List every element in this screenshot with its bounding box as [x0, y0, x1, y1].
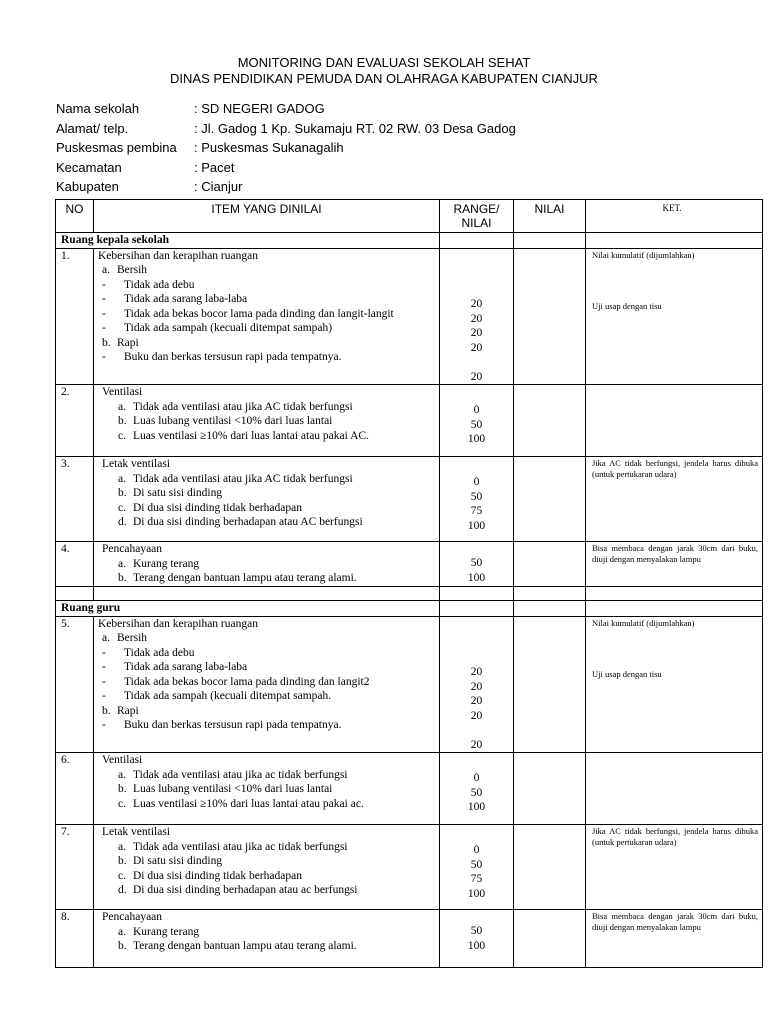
item-line — [98, 925, 439, 940]
empty-cell — [440, 587, 514, 601]
item-line — [98, 400, 439, 415]
item-line — [98, 646, 439, 661]
item-line — [98, 263, 439, 278]
item-title: Letak ventilasi — [102, 826, 171, 838]
item-line — [98, 939, 439, 954]
nilai-cell — [514, 753, 586, 825]
info-label: Nama sekolah — [56, 101, 140, 116]
item-marker: - — [102, 322, 106, 334]
item-text: Tidak ada sampah (kecuali ditempat sampah. — [124, 690, 332, 702]
item-line — [98, 472, 439, 487]
item-line — [98, 840, 439, 855]
item-marker: a. — [118, 768, 126, 781]
table-row — [56, 825, 763, 910]
row-number: 3. — [56, 457, 94, 542]
item-text: Di dua sisi dinding berhadapan atau AC berfungsi — [133, 516, 363, 528]
item-line — [98, 782, 439, 797]
row-range-values — [440, 616, 514, 753]
item-marker: d. — [118, 884, 127, 896]
range-value: 100 — [467, 519, 486, 532]
item-marker: - — [102, 690, 106, 702]
section-title: Ruang guru — [56, 601, 440, 617]
item-title: Kebersihan dan kerapihan ruangan — [98, 617, 258, 630]
item-marker: a. — [102, 264, 110, 276]
item-line — [98, 429, 439, 444]
table-row — [56, 753, 763, 825]
row-item — [94, 825, 440, 910]
item-marker: b. — [118, 783, 127, 795]
spacer-row — [56, 587, 763, 601]
ket-note: Nilai kumulatif (dijumlahkan) — [592, 617, 695, 628]
range-value: 20 — [470, 298, 483, 310]
item-marker: - — [102, 307, 106, 320]
row-ket — [586, 616, 763, 753]
item-text: Luas lubang ventilasi <10% dari luas lantai — [133, 783, 333, 795]
item-text: Tidak ada bekas bocor lama pada dinding dan langit2 — [124, 675, 370, 688]
item-marker: a. — [118, 840, 126, 853]
row-ket — [586, 542, 763, 587]
table-header-row — [56, 200, 763, 233]
range-value: 50 — [470, 858, 483, 871]
item-line — [98, 486, 439, 501]
header-no: NO — [56, 200, 94, 233]
item-line — [98, 414, 439, 429]
item-marker: - — [102, 661, 106, 673]
row-item — [94, 753, 440, 825]
row-ket — [586, 457, 763, 542]
item-line — [98, 278, 439, 293]
item-line — [98, 704, 439, 719]
item-line — [98, 675, 439, 690]
item-line — [98, 631, 439, 646]
item-title: Ventilasi — [102, 754, 143, 766]
table-row — [56, 457, 763, 542]
info-value: : Jl. Gadog 1 Kp. Sukamaju RT. 02 RW. 03 Desa Gadog — [194, 120, 516, 136]
item-marker: c. — [118, 797, 126, 810]
item-line — [98, 797, 439, 812]
range-value — [440, 651, 513, 666]
range-value: 0 — [473, 476, 480, 488]
row-range-values — [440, 542, 514, 587]
item-line — [98, 883, 439, 898]
row-range-values — [440, 385, 514, 457]
row-number: 2. — [56, 385, 94, 457]
row-number: 1. — [56, 248, 94, 385]
row-ket — [586, 753, 763, 825]
range-value: 20 — [470, 695, 483, 707]
row-item — [94, 542, 440, 587]
item-marker: b. — [118, 855, 127, 867]
item-text: Kurang terang — [133, 925, 200, 938]
item-marker: - — [102, 675, 106, 688]
item-text: Bersih — [117, 632, 148, 644]
item-title: Letak ventilasi — [102, 458, 171, 470]
empty-cell — [440, 601, 514, 617]
info-row-puskesmas — [56, 139, 516, 159]
range-value: 20 — [470, 709, 483, 722]
range-value: 50 — [470, 418, 483, 431]
ket-note: Nilai kumulatif (dijumlahkan) — [592, 249, 695, 260]
item-marker: b. — [102, 704, 111, 717]
range-value: 100 — [467, 571, 486, 584]
item-text: Di dua sisi dinding berhadapan atau ac berfungsi — [133, 884, 358, 896]
info-value: : Cianjur — [194, 179, 243, 194]
item-text: Rapi — [117, 704, 139, 717]
header-ket: KET. — [586, 200, 763, 233]
empty-cell — [56, 587, 94, 601]
item-text: Tidak ada debu — [124, 646, 195, 659]
item-line — [98, 718, 439, 733]
row-range-values — [440, 910, 514, 968]
row-range-values — [440, 753, 514, 825]
document-subtitle: DINAS PENDIDIKAN PEMUDA DAN OLAHRAGA KABUPATEN CIANJUR — [170, 71, 598, 86]
range-value: 20 — [470, 738, 483, 751]
section-row — [56, 601, 763, 617]
item-marker: a. — [102, 632, 110, 644]
item-text: Tidak ada ventilasi atau jika AC tidak berfungsi — [133, 400, 353, 413]
info-row-address — [56, 120, 516, 140]
item-text: Kurang terang — [133, 557, 200, 570]
item-title: Pencahayaan — [102, 543, 163, 555]
empty-cell — [514, 233, 586, 249]
item-title: Kebersihan dan kerapihan ruangan — [98, 249, 258, 262]
nilai-cell — [514, 616, 586, 753]
info-label: Kecamatan — [56, 159, 122, 175]
range-value — [440, 283, 513, 298]
table-row — [56, 616, 763, 753]
row-number: 6. — [56, 753, 94, 825]
info-label: Kabupaten — [56, 179, 119, 194]
nilai-cell — [514, 248, 586, 385]
ket-note: Jika AC tidak berfungsi, jendela harus dibuka (untuk pertukaran udara) — [592, 458, 758, 479]
nilai-cell — [514, 457, 586, 542]
item-title: Pencahayaan — [102, 911, 163, 923]
row-ket — [586, 825, 763, 910]
assessment-table — [55, 199, 763, 968]
info-row-kecamatan — [56, 159, 516, 179]
item-line — [98, 854, 439, 869]
row-item — [94, 248, 440, 385]
row-range-values — [440, 457, 514, 542]
range-value — [440, 355, 513, 370]
header-nilai: NILAI — [514, 200, 586, 233]
item-line — [98, 307, 439, 322]
item-line — [98, 768, 439, 783]
item-text: Tidak ada ventilasi atau jika ac tidak berfungsi — [133, 840, 348, 853]
row-item — [94, 457, 440, 542]
range-value: 20 — [470, 370, 483, 383]
range-value: 100 — [467, 939, 486, 952]
info-value: : Puskesmas Sukanagalih — [194, 140, 344, 155]
item-line — [98, 321, 439, 336]
item-line — [98, 689, 439, 704]
empty-cell — [440, 233, 514, 249]
item-text: Tidak ada ventilasi atau jika AC tidak berfungsi — [133, 472, 353, 485]
empty-cell — [586, 587, 763, 601]
table-row — [56, 910, 763, 968]
row-range-values — [440, 248, 514, 385]
item-text: Di satu sisi dinding — [133, 855, 223, 867]
item-text: Terang dengan bantuan lampu atau terang alami. — [133, 940, 357, 952]
document-title: MONITORING DAN EVALUASI SEKOLAH SEHAT — [237, 55, 531, 70]
table-row — [56, 542, 763, 587]
item-text: Rapi — [117, 336, 139, 349]
range-value: 100 — [467, 887, 486, 900]
range-value: 0 — [473, 844, 480, 856]
range-value: 75 — [470, 873, 483, 885]
row-ket — [586, 385, 763, 457]
item-line — [98, 557, 439, 572]
item-text: Di dua sisi dinding tidak berhadapan — [133, 869, 302, 882]
item-marker: d. — [118, 516, 127, 528]
info-row-kabupaten — [56, 178, 516, 198]
item-marker: b. — [118, 940, 127, 952]
item-line — [98, 350, 439, 365]
info-value: : Pacet — [194, 159, 235, 175]
row-number: 5. — [56, 616, 94, 753]
info-label: Puskesmas pembina — [56, 140, 177, 155]
row-item — [94, 910, 440, 968]
info-row-school-name — [56, 100, 516, 120]
row-item — [94, 616, 440, 753]
nilai-cell — [514, 825, 586, 910]
range-value: 50 — [470, 557, 483, 569]
item-marker: b. — [118, 415, 127, 427]
empty-cell — [514, 601, 586, 617]
range-value: 100 — [467, 801, 486, 813]
range-value — [440, 723, 513, 738]
range-value: 100 — [467, 433, 486, 445]
nilai-cell — [514, 542, 586, 587]
range-value: 0 — [473, 772, 480, 784]
item-marker: - — [102, 278, 106, 291]
item-line — [98, 336, 439, 351]
ket-note: Jika AC tidak berfungsi, jendela harus dibuka (untuk pertukaran udara) — [592, 826, 758, 847]
range-value: 0 — [473, 404, 480, 416]
row-range-values — [440, 825, 514, 910]
range-value: 50 — [470, 786, 483, 799]
item-marker: - — [102, 351, 106, 363]
item-marker: a. — [118, 925, 126, 938]
row-number: 7. — [56, 825, 94, 910]
row-ket — [586, 910, 763, 968]
item-text: Luas ventilasi ≥10% dari luas lantai atau pakai AC. — [133, 429, 369, 442]
item-text: Tidak ada sampah (kecuali ditempat sampah) — [124, 322, 333, 334]
table-row — [56, 248, 763, 385]
item-marker: a. — [118, 557, 126, 570]
item-text: Di satu sisi dinding — [133, 487, 223, 499]
nilai-cell — [514, 910, 586, 968]
item-text: Tidak ada sarang laba-laba — [124, 293, 248, 305]
item-text: Di dua sisi dinding tidak berhadapan — [133, 501, 302, 514]
item-text: Tidak ada debu — [124, 278, 195, 291]
row-item — [94, 385, 440, 457]
empty-cell — [586, 601, 763, 617]
item-marker: c. — [118, 501, 126, 514]
item-line — [98, 660, 439, 675]
nilai-cell — [514, 385, 586, 457]
ket-note: Bisa membaca dengan jarak 30cm dari buku, diuji dengan menyalakan lampu — [592, 911, 758, 932]
item-text: Bersih — [117, 264, 148, 276]
empty-cell — [514, 587, 586, 601]
section-title: Ruang kepala sekolah — [56, 233, 440, 249]
item-text: Luas ventilasi ≥10% dari luas lantai atau pakai ac. — [133, 797, 364, 810]
item-marker: b. — [118, 572, 127, 584]
row-ket — [586, 248, 763, 385]
range-value: 20 — [470, 327, 483, 339]
item-line — [98, 571, 439, 586]
header-item: ITEM YANG DINILAI — [94, 200, 440, 233]
item-line — [98, 869, 439, 884]
table-row — [56, 385, 763, 457]
empty-cell — [586, 233, 763, 249]
range-value: 20 — [470, 666, 483, 678]
item-text: Terang dengan bantuan lampu atau terang alami. — [133, 572, 357, 584]
school-info — [56, 100, 516, 198]
item-text: Luas lubang ventilasi <10% dari luas lantai — [133, 415, 333, 427]
row-number: 8. — [56, 910, 94, 968]
item-line — [98, 515, 439, 530]
item-marker: b. — [102, 336, 111, 349]
item-text: Tidak ada bekas bocor lama pada dinding dan langit-langit — [124, 307, 394, 320]
item-marker: c. — [118, 429, 126, 442]
ket-note: Bisa membaca dengan jarak 30cm dari buku, diuji dengan menyalakan lampu — [592, 543, 758, 564]
range-value: 75 — [470, 505, 483, 517]
item-marker: a. — [118, 472, 126, 485]
range-value: 20 — [470, 680, 483, 693]
item-text: Buku dan berkas tersusun rapi pada tempatnya. — [124, 719, 342, 731]
item-text: Tidak ada sarang laba-laba — [124, 661, 248, 673]
item-line — [98, 292, 439, 307]
ket-note: Uji usap dengan tisu — [592, 668, 662, 679]
row-number: 4. — [56, 542, 94, 587]
section-row — [56, 233, 763, 249]
ket-note: Uji usap dengan tisu — [592, 300, 662, 311]
item-marker: a. — [118, 400, 126, 413]
item-text: Buku dan berkas tersusun rapi pada tempatnya. — [124, 351, 342, 363]
range-value: 20 — [470, 341, 483, 354]
item-text: Tidak ada ventilasi atau jika ac tidak berfungsi — [133, 768, 348, 781]
header-range: RANGE/ NILAI — [440, 200, 514, 233]
item-title: Ventilasi — [102, 386, 143, 398]
item-marker: - — [102, 646, 106, 659]
empty-cell — [94, 587, 440, 601]
range-value: 50 — [470, 925, 483, 937]
item-marker: - — [102, 293, 106, 305]
range-value: 50 — [470, 490, 483, 503]
item-marker: - — [102, 719, 106, 731]
info-label: Alamat/ telp. — [56, 120, 129, 136]
item-marker: c. — [118, 869, 126, 882]
item-marker: b. — [118, 487, 127, 499]
range-value: 20 — [470, 312, 483, 325]
item-line — [98, 501, 439, 516]
info-value: : SD NEGERI GADOG — [194, 101, 325, 116]
